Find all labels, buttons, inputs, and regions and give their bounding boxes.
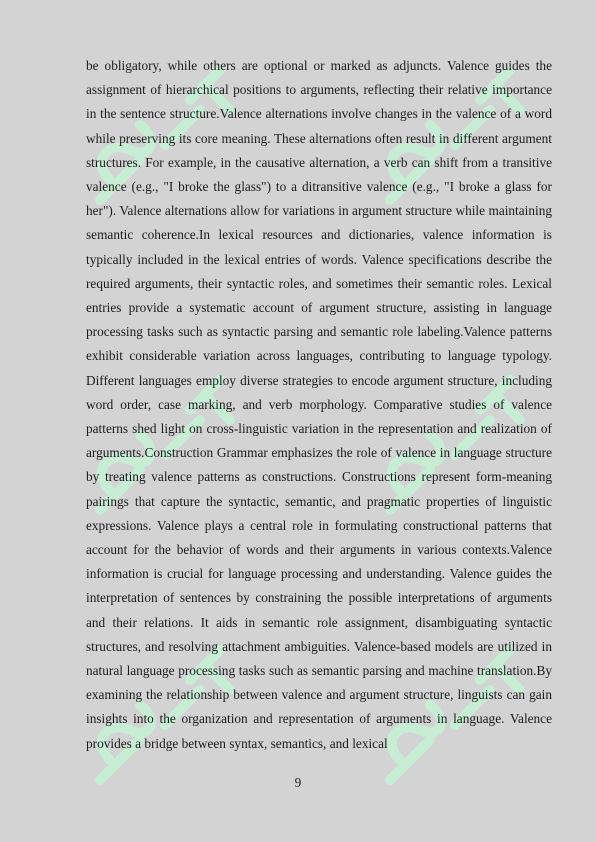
page-number: 9: [294, 775, 302, 790]
body-paragraph: be obligatory, while others are optional or marked as adjuncts. Valence guides the assignment of hierarchical positions to arguments, reflecting their relative importance in the sentence structure.Valence alternations involve changes in the valence of a word while preserving its core meaning. These alternations often result in different argument structures. For example, in the causative alternation, a verb can shift from a transitive valence (e.g., "I broke the glass") to a ditransitive valence (e.g., "I broke a glass for her"). Valence alternations allow for variations in argument structure while maintaining semantic coherence.In lexical resources and dictionaries, valence information is typically included in the lexical entries of words. Valence specifications describe the required arguments, their syntactic roles, and sometimes their semantic roles. Lexical entries provide a systematic account of argument structure, assisting in language processing tasks such as syntactic parsing and semantic role labeling.Valence patterns exhibit considerable variation across languages, contributing to language typology. Different languages employ diverse strategies to encode argument structure, including word order, case marking, and verb morphology. Comparative studies of valence patterns shed light on cross-linguistic variation in the representation and realization of arguments.Construction Grammar emphasizes the role of valence in language structure by treating valence patterns as constructions. Constructions represent form-meaning pairings that capture the syntactic, semantic, and pragmatic properties of linguistic expressions. Valence plays a central role in formulating constructional patterns that account for the behavior of words and their arguments in various contexts.Valence information is crucial for language processing and understanding. Valence guides the interpretation of sentences by constraining the possible interpretations of arguments and their relations. It aids in semantic role assignment, disambiguating syntactic structures, and resolving attachment ambiguities. Valence-based models are utilized in natural language processing tasks such as semantic parsing and machine translation.By examining the relationship between valence and argument structure, linguists can gain insights into the organization and representation of arguments in language. Valence provides a bridge between syntax, semantics, and lexical: [86, 58, 552, 751]
